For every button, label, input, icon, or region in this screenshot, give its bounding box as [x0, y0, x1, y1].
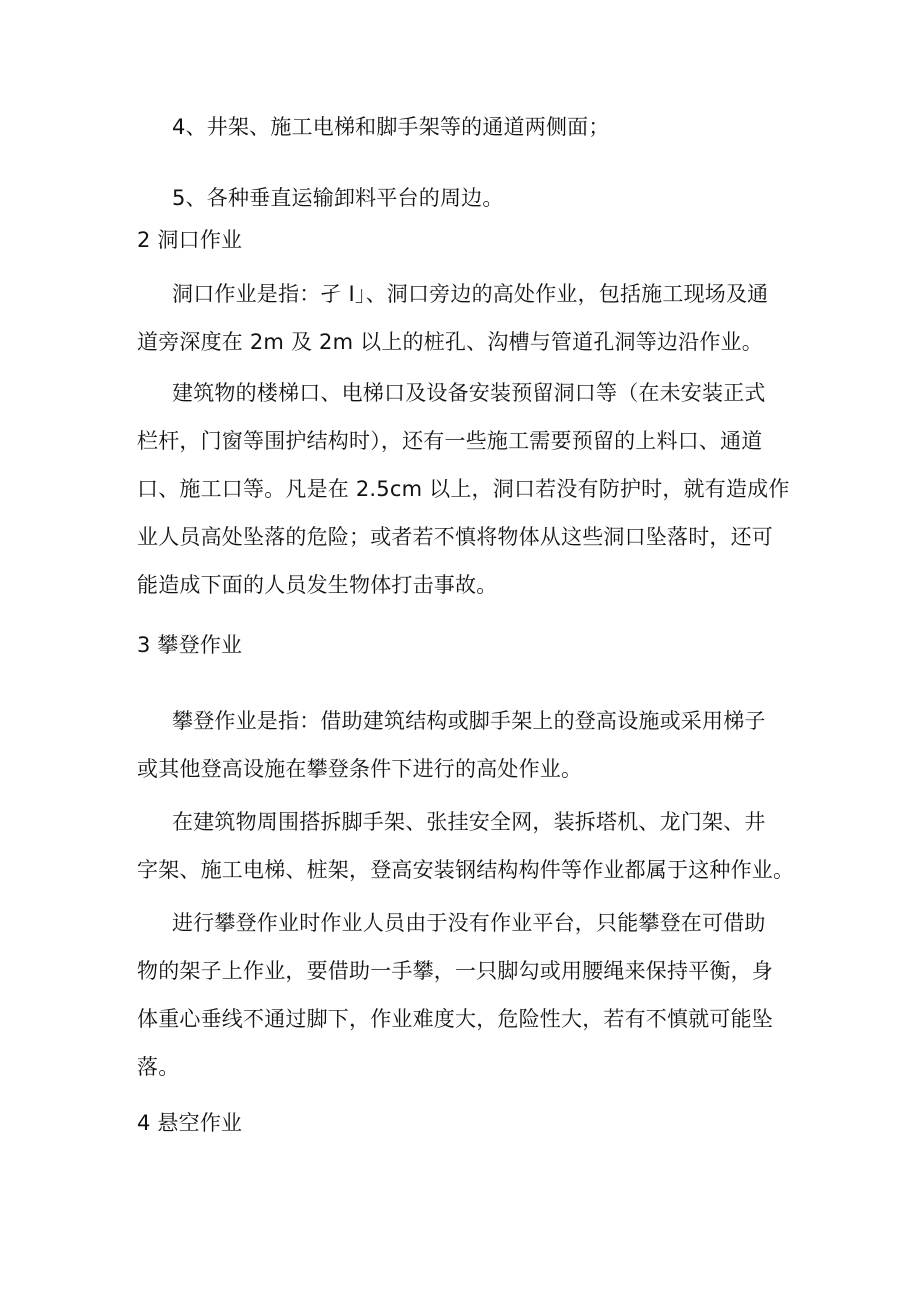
paragraph-line: 业人员高处坠落的危险；或者若不慎将物体从这些洞口坠落时，还可	[137, 525, 773, 549]
paragraph-line: 口、施工口等。凡是在 2.5cm 以上，洞口若没有防护时，就有造成作	[137, 477, 790, 501]
list-item-5: 5、各种垂直运输卸料平台的周边。	[172, 186, 504, 210]
paragraph-line: 字架、施工电梯、桩架，登高安装钢结构构件等作业都属于这种作业。	[137, 858, 795, 882]
paragraph-line: 或其他登高设施在攀登条件下进行的高处作业。	[137, 757, 583, 781]
paragraph-line: 体重心垂线不通过脚下，作业难度大，危险性大，若有不慎就可能坠	[137, 1007, 773, 1031]
section-heading-4: 4 悬空作业	[137, 1111, 243, 1135]
section-heading-3: 3 攀登作业	[137, 633, 243, 657]
paragraph-line: 建筑物的楼梯口、电梯口及设备安装预留洞口等（在未安装正式	[172, 381, 766, 405]
paragraph-line: 物的架子上作业，要借助一手攀，一只脚勾或用腰绳来保持平衡，身	[137, 959, 773, 983]
paragraph-line: 能造成下面的人员发生物体打击事故。	[137, 573, 498, 597]
paragraph-line: 栏杆，门窗等围护结构时），还有一些施工需要预留的上料口、通道	[137, 429, 763, 453]
paragraph-line: 在建筑物周围搭拆脚手架、张挂安全网，装拆塔机、龙门架、井	[172, 810, 766, 834]
list-item-4: 4、井架、施工电梯和脚手架等的通道两侧面；	[172, 115, 610, 139]
paragraph-line: 落。	[137, 1055, 180, 1079]
paragraph-line: 进行攀登作业时作业人员由于没有作业平台，只能攀登在可借助	[172, 911, 766, 935]
section-heading-2: 2 洞口作业	[137, 228, 243, 252]
paragraph-line: 道旁深度在 2m 及 2m 以上的桩孔、沟槽与管道孔洞等边沿作业。	[137, 330, 763, 354]
paragraph-line: 洞口作业是指：孑 I」、洞口旁边的高处作业，包括施工现场及通	[172, 282, 769, 306]
paragraph-line: 攀登作业是指：借助建筑结构或脚手架上的登高设施或采用梯子	[172, 709, 766, 733]
